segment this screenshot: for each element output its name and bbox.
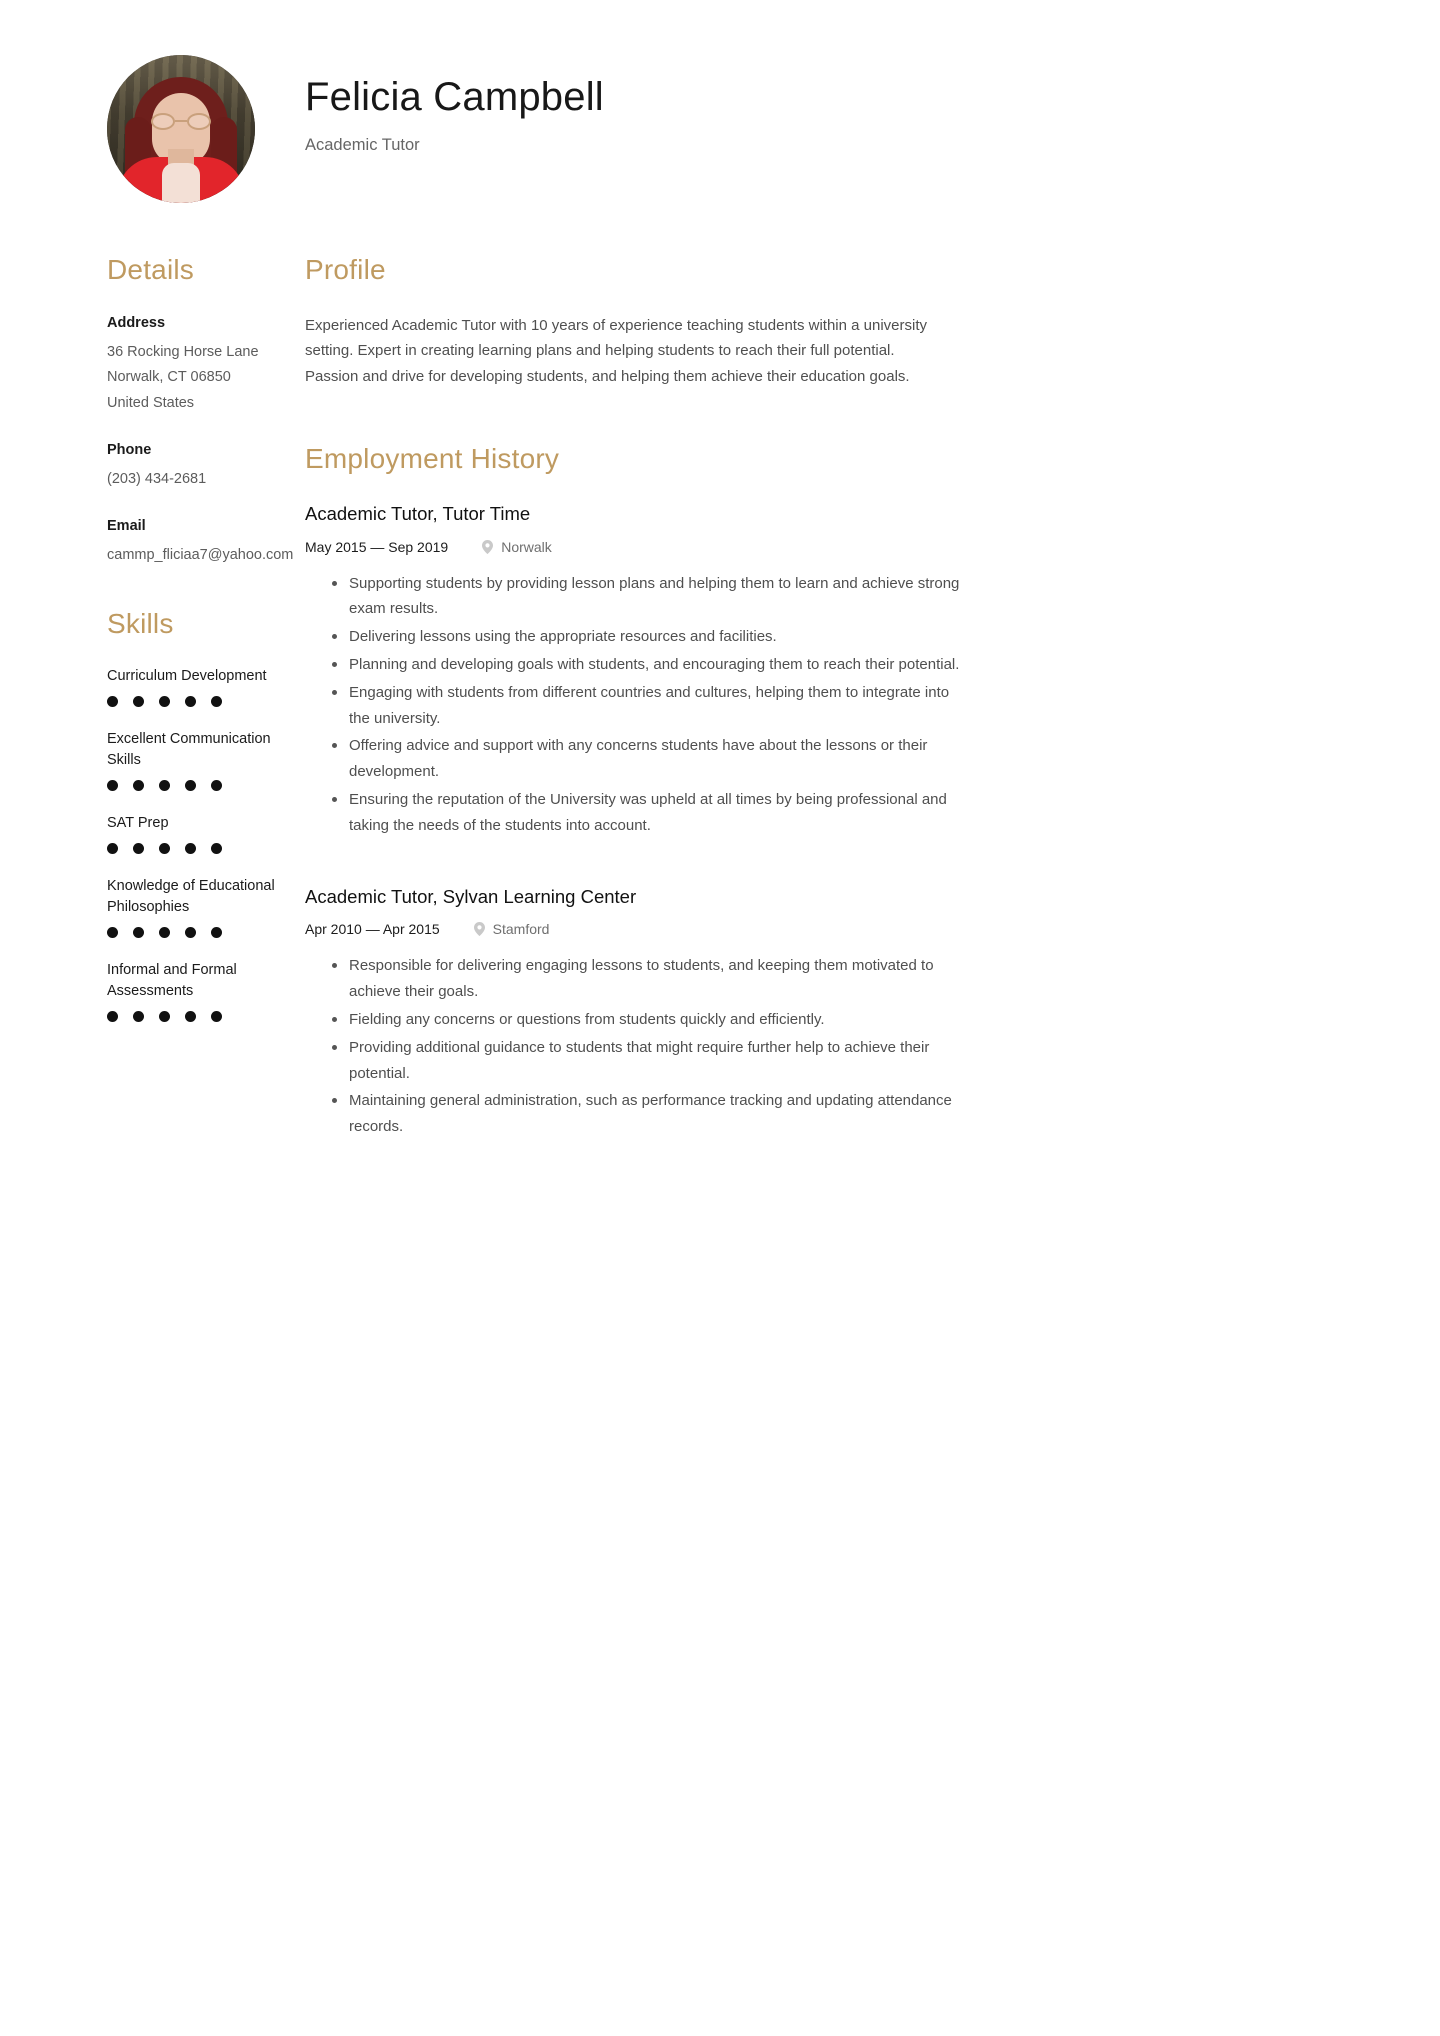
- phone-value[interactable]: (203) 434-2681: [107, 471, 207, 488]
- phone-label: Phone: [107, 442, 152, 458]
- skill-dot: [211, 696, 222, 707]
- employment-title: Academic Tutor, Sylvan Learning Center: [305, 885, 637, 907]
- skill-dot: [185, 780, 196, 791]
- skill-item: [107, 876, 291, 938]
- skills-block: [107, 607, 291, 1023]
- email-field: [107, 516, 294, 569]
- skill-item: [107, 960, 291, 1022]
- map-pin-icon: [474, 922, 485, 936]
- photo-column: [0, 55, 305, 203]
- employment-location: [482, 539, 552, 555]
- skills-heading: Skills: [107, 607, 174, 639]
- skill-dot: [133, 696, 144, 707]
- address-field: [107, 313, 291, 417]
- duty-item: Planning and developing goals with students, and encouraging them to reach their potential.: [349, 652, 970, 678]
- address-line-2: Norwalk, CT 06850: [107, 369, 231, 386]
- address-value: [107, 340, 291, 417]
- email-label: Email: [107, 517, 146, 534]
- skill-dot: [159, 927, 170, 938]
- skill-dot: [159, 843, 170, 854]
- skill-dot: [159, 780, 170, 791]
- employment-meta: [305, 921, 970, 937]
- skill-dot: [211, 927, 222, 938]
- skill-dot: [133, 780, 144, 791]
- details-heading: Details: [107, 254, 194, 285]
- skill-rating: [107, 1011, 291, 1022]
- candidate-job-title: Academic Tutor: [305, 136, 420, 154]
- skill-dot: [185, 843, 196, 854]
- skill-item: [107, 729, 291, 791]
- address-line-1: 36 Rocking Horse Lane: [107, 343, 259, 360]
- skill-dot: [107, 696, 118, 707]
- skill-rating: [107, 843, 291, 854]
- employment-dates: May 2015 — Sep 2019: [305, 538, 449, 555]
- duty-item: Offering advice and support with any concerns students have about the lessons or their development.: [349, 733, 970, 785]
- employment-duties: [305, 953, 970, 1140]
- skill-dot: [185, 1011, 196, 1022]
- skill-dot: [159, 696, 170, 707]
- resume-body: [0, 203, 1440, 1142]
- skill-rating: [107, 927, 291, 938]
- skill-dot: [107, 927, 118, 938]
- resume-header: [0, 0, 1440, 203]
- skill-dot: [107, 843, 118, 854]
- duty-item: Delivering lessons using the appropriate resources and facilities.: [349, 624, 970, 650]
- duty-item: Responsible for delivering engaging lessons to students, and keeping them motivated to achieve their goals.: [349, 953, 970, 1005]
- skill-item: [107, 813, 291, 854]
- skill-name: Knowledge of Educational Philosophies: [107, 878, 275, 916]
- address-line-3: United States: [107, 395, 195, 412]
- skill-dot: [133, 927, 144, 938]
- duty-item: Ensuring the reputation of the University was upheld at all times by being professional and taking the needs of the students into account.: [349, 787, 970, 839]
- employment-city-label: Norwalk: [501, 538, 552, 555]
- avatar-shirt: [162, 163, 200, 203]
- duty-item: Providing additional guidance to students that might require further help to achieve their potential.: [349, 1035, 970, 1087]
- employment-meta: [305, 539, 970, 555]
- duty-item: Fielding any concerns or questions from students quickly and efficiently.: [349, 1007, 970, 1033]
- skill-rating: [107, 780, 291, 791]
- employment-entry: [305, 885, 970, 1141]
- employment-history-heading: Employment History: [305, 442, 560, 474]
- employment-dates: Apr 2010 — Apr 2015: [305, 921, 440, 938]
- skill-item: [107, 666, 291, 707]
- skill-name: Excellent Communication Skills: [107, 731, 271, 769]
- employment-title: Academic Tutor, Tutor Time: [305, 502, 531, 524]
- sidebar: [0, 253, 305, 1044]
- skill-dot: [211, 1011, 222, 1022]
- map-pin-icon: [482, 540, 493, 554]
- phone-field: [107, 440, 291, 493]
- skill-name: Curriculum Development: [107, 668, 267, 685]
- employment-entry: [305, 502, 970, 839]
- skill-dot: [211, 780, 222, 791]
- duty-item: Supporting students by providing lesson plans and helping them to learn and achieve strong exam results.: [349, 571, 970, 623]
- skill-name: SAT Prep: [107, 815, 169, 832]
- employment-list: [305, 502, 970, 1140]
- employment-location: [474, 921, 550, 937]
- employment-city-label: Stamford: [492, 921, 550, 938]
- profile-text: Experienced Academic Tutor with 10 years of experience teaching students within a university setting. Expert in creating learning plans and helping students to reach their full potential. Passion and drive for developing students, and helping them achieve their education goals.: [305, 316, 928, 386]
- skill-dot: [133, 1011, 144, 1022]
- skills-list: [107, 666, 291, 1022]
- skill-dot: [133, 843, 144, 854]
- skill-dot: [185, 696, 196, 707]
- skill-dot: [107, 780, 118, 791]
- skill-dot: [185, 927, 196, 938]
- duty-item: Engaging with students from different countries and cultures, helping them to integrate into the university.: [349, 680, 970, 732]
- email-value[interactable]: cammp_fliciaa7@yahoo.com: [107, 546, 294, 563]
- skill-dot: [211, 843, 222, 854]
- avatar: [107, 55, 255, 203]
- skill-dot: [107, 1011, 118, 1022]
- skill-dot: [159, 1011, 170, 1022]
- address-label: Address: [107, 314, 166, 331]
- duty-item: Maintaining general administration, such as performance tracking and updating attendance records.: [349, 1088, 970, 1140]
- header-text: [305, 55, 604, 155]
- profile-heading: Profile: [305, 254, 386, 285]
- skill-name: Informal and Formal Assessments: [107, 962, 237, 1000]
- glasses-icon: [151, 113, 211, 130]
- main-column: [305, 253, 1095, 1142]
- employment-duties: [305, 571, 970, 839]
- candidate-name: Felicia Campbell: [305, 75, 604, 119]
- skill-rating: [107, 696, 291, 707]
